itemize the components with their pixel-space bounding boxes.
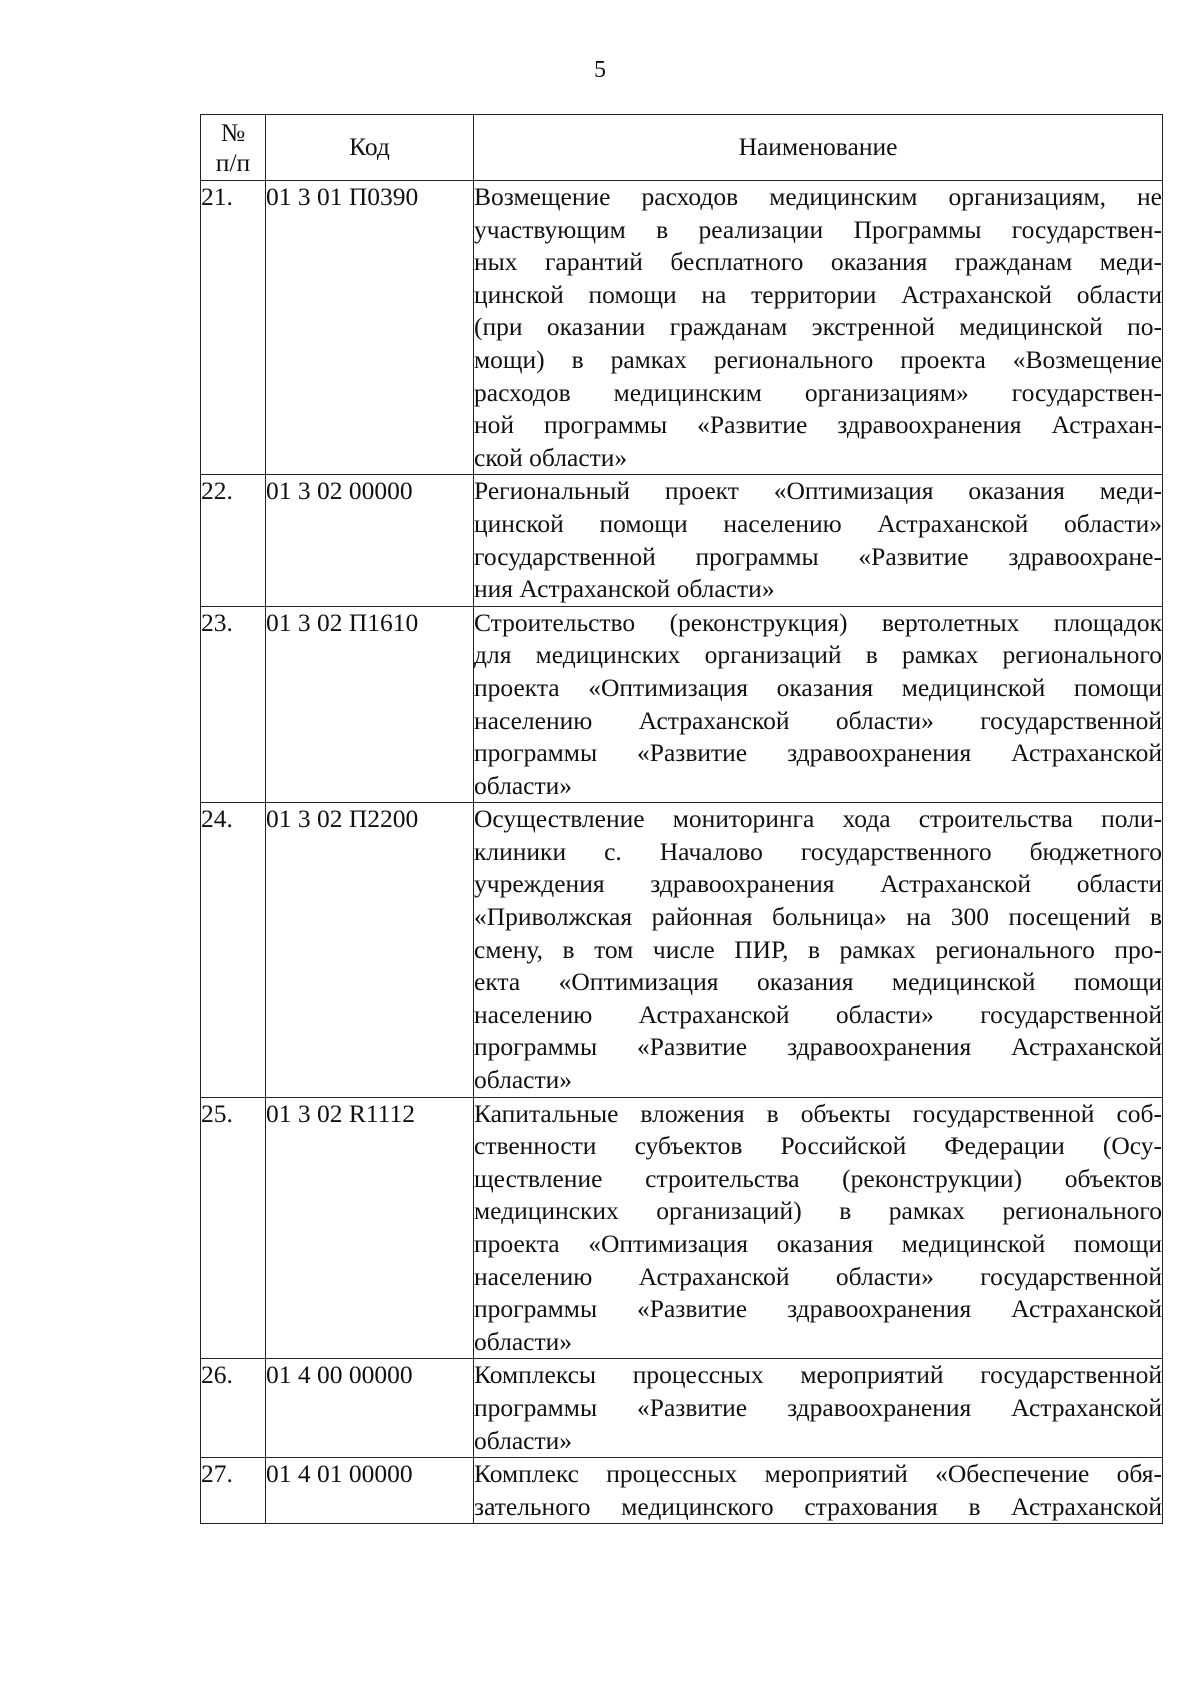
row-name-line: Осуществление мониторинга хода строительства поли- [474,804,1162,834]
table-row [201,1458,1163,1524]
row-code: 01 4 01 00000 [266,1458,474,1524]
row-name [474,1097,1163,1359]
row-name-line: Региональный проект «Оптимизация оказания меди- [474,476,1162,506]
table-row [201,606,1163,803]
row-name [474,475,1163,606]
header-code: Код [266,115,474,181]
row-name-line: проекта «Оптимизация оказания медицинской помощи [474,1229,1162,1258]
table-body [201,181,1163,1524]
table-header [201,115,1163,181]
row-code: 01 3 02 П2200 [266,803,474,1097]
table-row [201,1097,1163,1359]
row-code: 01 3 02 R1112 [266,1097,474,1359]
row-name-line: населению Астраханской области» государственной [474,999,1162,1029]
row-name-line: клиники с. Началово государственного бюджетного [474,836,1162,866]
header-name: Наименование [474,115,1163,181]
row-name-line: участвующим в реализации Программы государствен- [474,214,1162,244]
row-number: 22. [201,475,266,606]
row-name [474,1458,1163,1524]
row-name [474,1359,1163,1458]
row-name-line: Комплекс процессных мероприятий «Обеспечение обя- [474,1459,1162,1489]
row-name-line: (при оказании гражданам экстренной медицинской по- [474,312,1162,342]
row-name-line: медицинских организаций) в рамках регионального [474,1196,1162,1226]
row-number: 23. [201,606,266,803]
row-name [474,606,1163,803]
row-name-line: проекта «Оптимизация оказания медицинской помощи [474,672,1162,702]
row-name-line: ной программы «Развитие здравоохранения Астрахан- [474,410,1162,440]
row-name-line: области» [474,1065,572,1095]
row-name-line: ществление строительства (реконструкции) объектов [474,1163,1162,1193]
row-name-line: цинской помощи на территории Астраханской области [474,279,1162,309]
row-name-line: области» [474,1425,572,1455]
row-name-line: государственной программы «Развитие здравоохране- [474,541,1162,571]
row-name-line: Возмещение расходов медицинским организациям, не [474,182,1162,211]
row-name-line: смену, в том числе ПИР, в рамках регионального про- [474,934,1162,964]
row-number: 25. [201,1097,266,1359]
row-code: 01 3 02 П1610 [266,606,474,803]
row-number: 27. [201,1458,266,1524]
row-number: 26. [201,1359,266,1458]
header-num-line: № [220,117,246,147]
row-name-line: программы «Развитие здравоохранения Астраханской [474,1392,1162,1422]
row-name-line: Комплексы процессных мероприятий государственной [474,1360,1162,1390]
row-name-line: ния Астраханской области» [474,574,775,604]
header-row [201,115,1163,181]
table-row [201,181,1163,475]
row-name-line: программы «Развитие здравоохранения Астраханской [474,1032,1162,1062]
row-name-line: области» [474,770,572,800]
row-name-line: «Приволжская районная больница» на 300 посещений в [474,902,1162,932]
classification-table [200,114,1163,1524]
table-row [201,803,1163,1097]
row-code: 01 3 02 00000 [266,475,474,606]
row-name-line: учреждения здравоохранения Астраханской области [474,869,1162,899]
row-name-line: цинской помощи населению Астраханской области» [474,508,1162,538]
header-num-line: п/п [215,147,251,177]
row-name [474,181,1163,475]
row-name-line: ской области» [474,442,628,472]
row-number: 21. [201,181,266,475]
row-name-line: зательного медицинского страхования в Астраханской [474,1491,1162,1521]
table-row [201,475,1163,606]
row-name-line: мощи) в рамках регионального проекта «Возмещение [474,344,1162,374]
row-name-line: Строительство (реконструкция) вертолетных площадок [474,607,1162,637]
table-row [201,1359,1163,1458]
row-name-line: ственности субъектов Российской Федерации (Осу- [474,1131,1162,1161]
page-number: 5 [594,57,606,83]
row-name-line: населению Астраханской области» государственной [474,705,1162,735]
row-name-line: программы «Развитие здравоохранения Астраханской [474,738,1162,768]
row-name-line: для медицинских организаций в рамках регионального [474,640,1162,670]
row-number: 24. [201,803,266,1097]
row-name-line: Капитальные вложения в объекты государственной соб- [474,1098,1162,1128]
row-name-line: населению Астраханской области» государственной [474,1261,1162,1291]
header-num [201,115,266,181]
row-name-line: расходов медицинским организациям» государствен- [474,377,1162,407]
row-name-line: программы «Развитие здравоохранения Астраханской [474,1294,1162,1324]
row-code: 01 3 01 П0390 [266,181,474,475]
row-name-line: области» [474,1326,572,1356]
row-name-line: екта «Оптимизация оказания медицинской помощи [474,967,1162,997]
row-name [474,803,1163,1097]
row-code: 01 4 00 00000 [266,1359,474,1458]
row-name-line: ных гарантий бесплатного оказания гражданам меди- [474,247,1162,277]
